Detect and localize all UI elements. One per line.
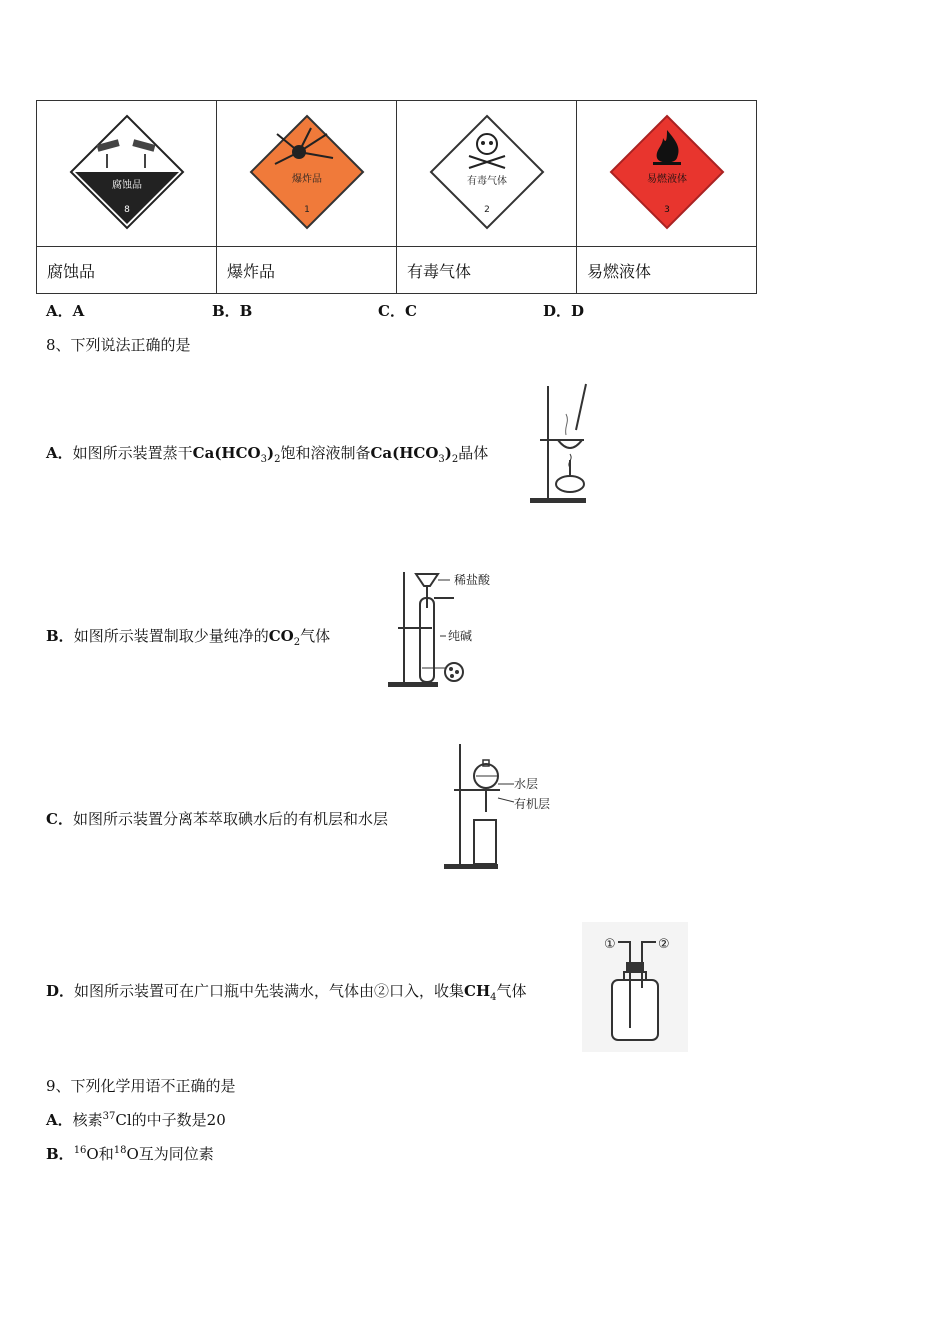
q9-a-elem: Cl bbox=[115, 1111, 132, 1129]
q8-b-label: B． bbox=[46, 627, 74, 645]
evaporation-apparatus-icon bbox=[526, 380, 590, 508]
q8-option-b[interactable] bbox=[46, 625, 330, 648]
toxic-skull-sign-icon bbox=[427, 112, 547, 232]
q9-a-sup: 37 bbox=[102, 1111, 116, 1122]
sign-label-toxic: 有毒气体 bbox=[397, 247, 577, 294]
q8-d-text-post: 气体 bbox=[496, 982, 527, 1000]
q9-a-post: 的中子数是20 bbox=[131, 1111, 226, 1129]
q8-stem: 8、下列说法正确的是 bbox=[46, 336, 191, 354]
q8-c-label: C． bbox=[46, 810, 73, 828]
q8-a-formula2: Ca(HCO bbox=[370, 444, 439, 462]
q8-c-text: 如图所示装置分离苯萃取碘水后的有机层和水层 bbox=[72, 810, 388, 828]
q7-choice-b[interactable]: B．B bbox=[212, 302, 253, 320]
corrosive-sign-icon bbox=[67, 112, 187, 232]
fig-c-label-organic: 有机层 bbox=[514, 797, 551, 811]
q9-a-pre: 核素 bbox=[72, 1111, 103, 1129]
gas-generation-apparatus-icon bbox=[384, 568, 504, 692]
q9-option-a[interactable] bbox=[46, 1109, 226, 1130]
q8-a-text-mid: 饱和溶液制备 bbox=[280, 444, 371, 462]
sign-label-flammable: 易燃液体 bbox=[577, 247, 757, 294]
hazard-sign-table bbox=[36, 100, 757, 294]
sign-cell-corrosive bbox=[37, 101, 217, 247]
q9-a-label: A． bbox=[46, 1111, 73, 1129]
q8-b-formula: CO bbox=[268, 627, 294, 645]
q9-option-b[interactable] bbox=[46, 1143, 214, 1164]
q8-b-sub: 2 bbox=[293, 637, 301, 648]
fig-d-label-port1: ① bbox=[604, 937, 616, 952]
q8-d-label: D． bbox=[46, 982, 75, 1000]
q8-a-sub2: 3 bbox=[438, 454, 445, 465]
q8-a-sub1b: 2 bbox=[274, 454, 281, 465]
q8-a-text-post: 晶体 bbox=[458, 444, 489, 462]
q9-b-post: 互为同位素 bbox=[138, 1145, 214, 1163]
fig-b-label-acid: 稀盐酸 bbox=[454, 573, 491, 587]
q7-choice-c[interactable]: C．C bbox=[378, 302, 417, 320]
separatory-funnel-apparatus-icon bbox=[440, 740, 560, 874]
flammable-sign-number: 3 bbox=[663, 204, 670, 215]
q7-choice-a[interactable]: A．A bbox=[46, 302, 85, 320]
q8-option-a[interactable] bbox=[46, 442, 488, 465]
q8-a-close2: ) bbox=[444, 444, 452, 462]
q7-choice-d[interactable]: D．D bbox=[543, 302, 585, 320]
q8-d-sub: 4 bbox=[490, 992, 497, 1003]
flammable-sign-text: 易燃液体 bbox=[646, 173, 687, 185]
sign-label-corrosive: 腐蚀品 bbox=[37, 247, 217, 294]
gas-washing-bottle-icon bbox=[582, 922, 688, 1052]
explosive-sign-number: 1 bbox=[303, 204, 310, 215]
explosive-sign-text: 爆炸品 bbox=[291, 173, 322, 185]
sign-label-explosive: 爆炸品 bbox=[217, 247, 397, 294]
q8-b-text-pre: 如图所示装置制取少量纯净的 bbox=[73, 627, 269, 645]
fig-d-label-port2: ② bbox=[658, 937, 670, 952]
q8-option-d[interactable] bbox=[46, 980, 527, 1003]
q8-a-text-pre: 如图所示装置蒸干 bbox=[72, 444, 193, 462]
q8-a-sub1: 3 bbox=[260, 454, 267, 465]
q9-b-elem2: O bbox=[126, 1145, 139, 1163]
sign-cell-explosive bbox=[217, 101, 397, 247]
q8-option-c[interactable] bbox=[46, 808, 388, 829]
toxic-sign-text: 有毒气体 bbox=[466, 175, 507, 187]
q9-b-sup1: 16 bbox=[73, 1145, 87, 1156]
q9-b-sup2: 18 bbox=[113, 1145, 127, 1156]
sign-cell-flammable bbox=[577, 101, 757, 247]
toxic-sign-number: 2 bbox=[483, 204, 490, 215]
fig-c-label-water: 水层 bbox=[514, 777, 539, 791]
q8-a-close1: ) bbox=[266, 444, 275, 462]
explosive-sign-icon bbox=[247, 112, 367, 232]
q8-a-sub2b: 2 bbox=[451, 454, 459, 465]
corrosive-sign-number: 8 bbox=[123, 204, 130, 215]
q8-a-formula1: Ca(HCO bbox=[192, 444, 261, 462]
fig-b-label-soda: 纯碱 bbox=[448, 629, 473, 643]
q8-d-formula: CH bbox=[464, 982, 491, 1000]
q8-a-label: A． bbox=[46, 444, 73, 462]
q9-b-elem1: O bbox=[86, 1145, 99, 1163]
sign-cell-toxic bbox=[397, 101, 577, 247]
q9-b-mid: 和 bbox=[98, 1145, 114, 1163]
flammable-flame-sign-icon bbox=[607, 112, 727, 232]
q9-b-label: B． bbox=[46, 1145, 74, 1163]
corrosive-sign-text: 腐蚀品 bbox=[111, 179, 142, 191]
q8-d-text-pre: 如图所示装置可在广口瓶中先装满水，气体由②口入，收集 bbox=[74, 982, 465, 1000]
q8-b-text-post: 气体 bbox=[300, 627, 331, 645]
q9-stem: 9、下列化学用语不正确的是 bbox=[46, 1077, 236, 1095]
